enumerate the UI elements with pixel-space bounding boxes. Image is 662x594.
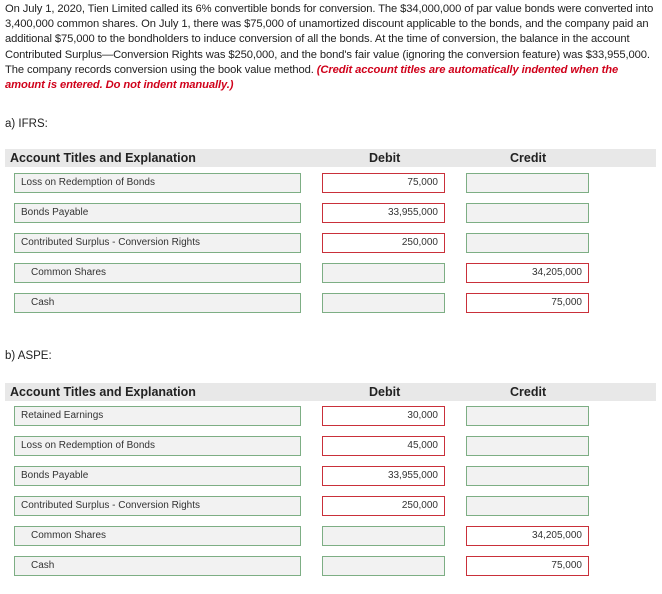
- ifrs-header-title: Account Titles and Explanation: [10, 151, 196, 165]
- aspe-credit-input-5[interactable]: 34,205,000: [466, 526, 589, 546]
- ifrs-header-debit: Debit: [369, 151, 401, 165]
- ifrs-account-input-5[interactable]: Cash: [14, 293, 301, 313]
- aspe-debit-input-3[interactable]: 33,955,000: [322, 466, 445, 486]
- aspe-account-input-6[interactable]: Cash: [14, 556, 301, 576]
- aspe-label: b) ASPE:: [5, 350, 52, 362]
- aspe-account-input-3[interactable]: Bonds Payable: [14, 466, 301, 486]
- aspe-credit-input-4[interactable]: [466, 496, 589, 516]
- aspe-header-credit: Credit: [510, 385, 547, 399]
- aspe-debit-input-5[interactable]: [322, 526, 445, 546]
- aspe-credit-input-3[interactable]: [466, 466, 589, 486]
- ifrs-account-input-4[interactable]: Common Shares: [14, 263, 301, 283]
- ifrs-credit-input-1[interactable]: [466, 173, 589, 193]
- ifrs-debit-input-4[interactable]: [322, 263, 445, 283]
- aspe-account-input-1[interactable]: Retained Earnings: [14, 406, 301, 426]
- problem-instruction: (Credit account titles are automatically indented when the amount is entered. Do not indent manually.): [5, 63, 619, 92]
- ifrs-credit-input-3[interactable]: [466, 233, 589, 253]
- ifrs-credit-input-2[interactable]: [466, 203, 589, 223]
- aspe-debit-input-2[interactable]: 45,000: [322, 436, 445, 456]
- aspe-account-input-2[interactable]: Loss on Redemption of Bonds: [14, 436, 301, 456]
- aspe-credit-input-1[interactable]: [466, 406, 589, 426]
- ifrs-account-input-1[interactable]: Loss on Redemption of Bonds: [14, 173, 301, 193]
- aspe-account-input-5[interactable]: Common Shares: [14, 526, 301, 546]
- aspe-debit-input-6[interactable]: [322, 556, 445, 576]
- ifrs-credit-input-5[interactable]: 75,000: [466, 293, 589, 313]
- aspe-credit-input-6[interactable]: 75,000: [466, 556, 589, 576]
- aspe-header-title: Account Titles and Explanation: [10, 385, 196, 399]
- aspe-table-header: [5, 383, 656, 401]
- aspe-account-input-4[interactable]: Contributed Surplus - Conversion Rights: [14, 496, 301, 516]
- problem-text: On July 1, 2020, Tien Limited called its 6% convertible bonds for conversion. The $34,000,000 of par value bonds were converted into 3,400,000 common shares. On July 1, there was $75,000 of unamortized discount applicable to the bonds, and the company paid an additional $75,000 to the bondholders to induce conversion of all the bonds. At the time of conversion, the balance in the account Contributed Surplus—Conversion Rights was $250,000, and the bond's fair value (ignoring the conversion feature) was $33,955,000. The company records conversion using the book value method.: [5, 3, 654, 76]
- ifrs-credit-input-4[interactable]: 34,205,000: [466, 263, 589, 283]
- ifrs-debit-input-3[interactable]: 250,000: [322, 233, 445, 253]
- ifrs-debit-input-1[interactable]: 75,000: [322, 173, 445, 193]
- ifrs-label: a) IFRS:: [5, 118, 48, 130]
- aspe-credit-input-2[interactable]: [466, 436, 589, 456]
- ifrs-debit-input-5[interactable]: [322, 293, 445, 313]
- aspe-debit-input-1[interactable]: 30,000: [322, 406, 445, 426]
- ifrs-account-input-3[interactable]: Contributed Surplus - Conversion Rights: [14, 233, 301, 253]
- ifrs-table-header: [5, 149, 656, 167]
- aspe-debit-input-4[interactable]: 250,000: [322, 496, 445, 516]
- ifrs-debit-input-2[interactable]: 33,955,000: [322, 203, 445, 223]
- ifrs-header-credit: Credit: [510, 151, 547, 165]
- aspe-header-debit: Debit: [369, 385, 401, 399]
- problem-statement: [5, 2, 657, 93]
- ifrs-account-input-2[interactable]: Bonds Payable: [14, 203, 301, 223]
